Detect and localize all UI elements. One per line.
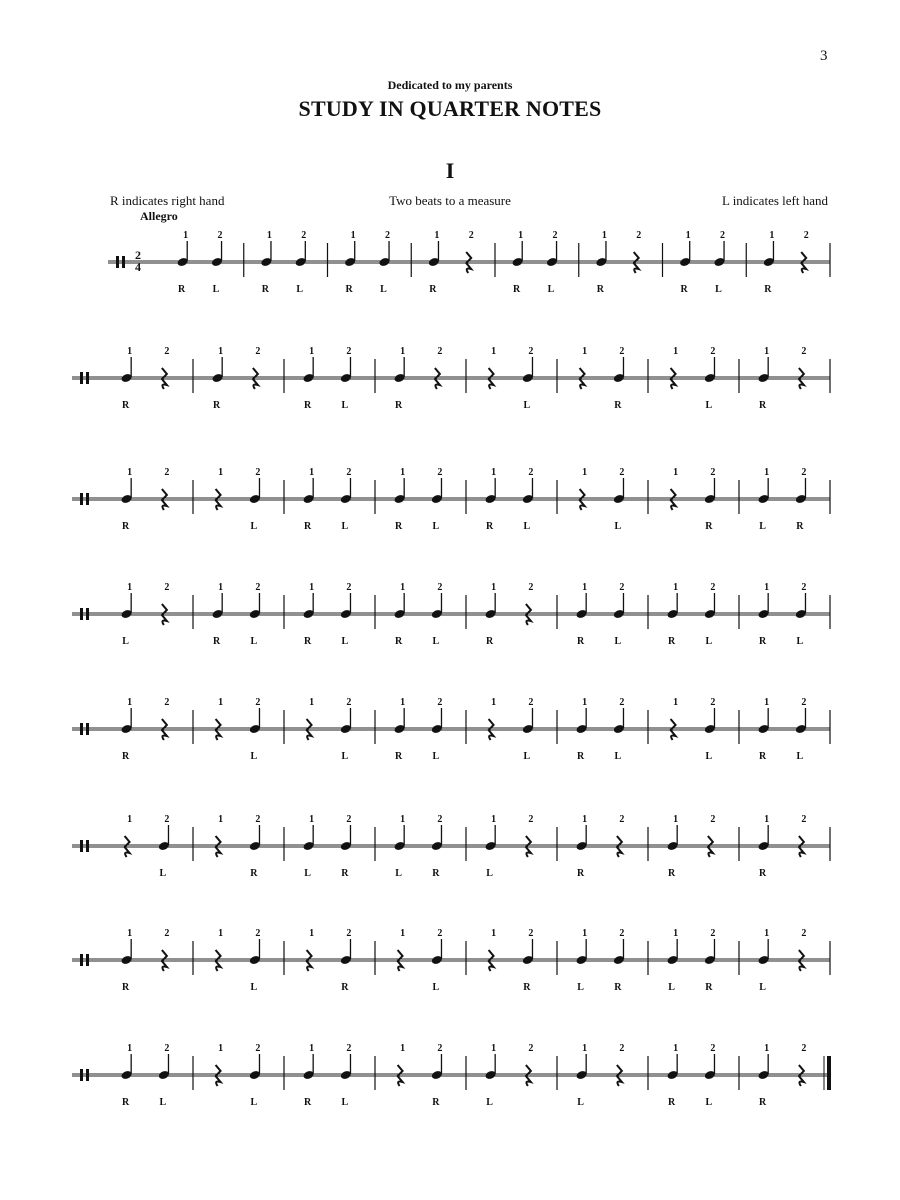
sticking-letter: R <box>121 1097 130 1108</box>
staff-system <box>72 928 830 993</box>
beat-number: 1 <box>127 928 133 939</box>
sticking-letter: L <box>432 521 440 532</box>
beat-number: 2 <box>255 814 261 825</box>
beat-number: 1 <box>309 928 315 939</box>
beat-number: 1 <box>400 697 406 708</box>
beat-number: 1 <box>764 928 770 939</box>
sticking-letter: L <box>341 1097 349 1108</box>
percussion-clef-bar <box>86 723 89 735</box>
sticking-letter: R <box>596 284 604 295</box>
beat-number: 2 <box>468 230 474 241</box>
beat-number: 1 <box>218 467 224 478</box>
sticking-letter: R <box>394 521 403 532</box>
beat-number: 2 <box>528 928 534 939</box>
sticking-letter: L <box>577 1097 584 1108</box>
beat-number: 2 <box>346 582 352 593</box>
beat-number: 1 <box>400 1043 406 1054</box>
sticking-letter: R <box>341 982 349 993</box>
beat-number: 2 <box>164 928 170 939</box>
sticking-letter: R <box>394 751 403 762</box>
final-barline-thick <box>827 1056 831 1090</box>
staff-system <box>72 582 830 647</box>
beat-number: 1 <box>350 230 356 241</box>
beat-number: 1 <box>218 697 224 708</box>
beat-number: 2 <box>255 697 261 708</box>
sticking-letter: L <box>486 1097 493 1108</box>
sticking-letter: L <box>705 400 713 411</box>
beat-number: 2 <box>164 814 170 825</box>
sticking-letter: R <box>432 1097 440 1108</box>
sticking-letter: L <box>523 751 531 762</box>
sticking-letter: R <box>576 751 585 762</box>
sticking-letter: R <box>345 284 353 295</box>
beat-number: 1 <box>218 1043 224 1054</box>
beat-number: 1 <box>183 230 189 241</box>
beat-number: 1 <box>127 346 133 357</box>
beat-number: 1 <box>582 814 588 825</box>
sticking-letter: R <box>394 636 403 647</box>
sticking-letter: L <box>486 868 493 879</box>
sticking-letter: R <box>303 1097 312 1108</box>
sticking-letter: L <box>523 400 531 411</box>
beat-number: 1 <box>218 346 224 357</box>
staff-system <box>72 814 830 879</box>
beat-number: 2 <box>528 1043 534 1054</box>
beat-number: 2 <box>710 467 716 478</box>
beat-number: 2 <box>301 230 307 241</box>
sticking-letter: L <box>432 636 440 647</box>
percussion-clef-bar <box>86 372 89 384</box>
sticking-letter: R <box>758 636 767 647</box>
beat-number: 1 <box>764 697 770 708</box>
sticking-letter: L <box>523 521 531 532</box>
beat-number: 1 <box>673 928 679 939</box>
beat-number: 1 <box>673 467 679 478</box>
beat-number: 1 <box>400 346 406 357</box>
percussion-clef-bar <box>80 608 83 620</box>
right-hand-legend: R indicates right hand <box>110 193 225 208</box>
beat-number: 1 <box>769 230 775 241</box>
staff-system <box>72 1043 831 1108</box>
beat-number: 1 <box>673 582 679 593</box>
beat-number: 1 <box>309 1043 315 1054</box>
sticking-letter: R <box>303 521 312 532</box>
beat-number: 1 <box>764 346 770 357</box>
sticking-letter: R <box>614 400 622 411</box>
beat-number: 1 <box>127 697 133 708</box>
beat-number: 2 <box>437 697 443 708</box>
sticking-letter: R <box>121 982 130 993</box>
beat-number: 2 <box>346 467 352 478</box>
dedication: Dedicated to my parents <box>387 78 513 92</box>
sticking-letter: R <box>341 868 349 879</box>
beat-number: 2 <box>384 230 390 241</box>
sticking-letter: R <box>667 1097 676 1108</box>
page-number: 3 <box>820 48 828 64</box>
percussion-clef-bar <box>86 608 89 620</box>
sticking-letter: L <box>547 284 555 295</box>
percussion-clef-bar <box>80 493 83 505</box>
sticking-letter: R <box>758 868 767 879</box>
beat-number: 2 <box>710 814 716 825</box>
staff-system <box>72 346 830 411</box>
tempo-marking: Allegro <box>140 209 178 223</box>
beat-number: 2 <box>619 1043 625 1054</box>
beat-number: 2 <box>437 582 443 593</box>
beat-number: 1 <box>764 582 770 593</box>
staff-system <box>72 467 830 532</box>
beat-number: 2 <box>437 814 443 825</box>
beat-number: 1 <box>266 230 272 241</box>
beat-number: 2 <box>710 928 716 939</box>
sticking-letter: L <box>296 284 304 295</box>
beat-number: 1 <box>309 582 315 593</box>
sticking-letter: R <box>303 636 312 647</box>
beat-number: 2 <box>164 467 170 478</box>
sticking-letter: R <box>758 1097 767 1108</box>
beat-number: 2 <box>710 346 716 357</box>
sticking-letter: L <box>250 982 258 993</box>
percussion-clef-bar <box>80 1069 83 1081</box>
section-numeral: I <box>445 158 455 183</box>
beat-number: 2 <box>255 928 261 939</box>
sticking-letter: R <box>303 400 312 411</box>
beat-number: 2 <box>255 467 261 478</box>
sticking-letter: L <box>432 751 440 762</box>
left-hand-legend: L indicates left hand <box>721 193 828 208</box>
page-title: STUDY IN QUARTER NOTES <box>298 96 602 121</box>
beat-number: 1 <box>673 697 679 708</box>
sticking-letter: L <box>759 982 766 993</box>
beat-number: 2 <box>217 230 223 241</box>
beat-number: 2 <box>437 467 443 478</box>
percussion-clef-bar <box>86 1069 89 1081</box>
beat-number: 1 <box>673 1043 679 1054</box>
percussion-clef-bar <box>86 954 89 966</box>
beat-number: 1 <box>309 346 315 357</box>
beat-number: 1 <box>218 814 224 825</box>
beat-number: 2 <box>801 928 807 939</box>
beat-number: 2 <box>255 346 261 357</box>
sticking-letter: L <box>341 636 349 647</box>
sticking-letter: R <box>512 284 521 295</box>
beat-number: 2 <box>710 1043 716 1054</box>
sticking-letter: L <box>341 521 349 532</box>
sticking-letter: L <box>668 982 675 993</box>
sticking-letter: L <box>250 1097 258 1108</box>
beat-number: 1 <box>764 814 770 825</box>
sticking-letter: L <box>122 636 129 647</box>
sticking-letter: R <box>667 868 676 879</box>
beat-number: 1 <box>582 582 588 593</box>
beat-number: 2 <box>619 814 625 825</box>
sticking-letter: R <box>705 521 713 532</box>
beat-number: 1 <box>491 582 497 593</box>
sticking-letter: R <box>177 284 186 295</box>
beat-number: 1 <box>400 467 406 478</box>
sticking-letter: R <box>121 751 130 762</box>
sticking-letter: L <box>212 284 220 295</box>
sticking-letter: L <box>705 751 713 762</box>
beat-number: 2 <box>528 582 534 593</box>
beat-number: 1 <box>400 814 406 825</box>
sticking-letter: R <box>758 751 767 762</box>
sticking-letter: L <box>705 636 713 647</box>
beat-number: 2 <box>437 1043 443 1054</box>
beat-number: 1 <box>218 928 224 939</box>
beat-number: 2 <box>801 814 807 825</box>
beat-number: 1 <box>582 1043 588 1054</box>
beat-number: 2 <box>710 582 716 593</box>
sticking-letter: L <box>380 284 387 295</box>
beat-number: 2 <box>437 928 443 939</box>
beat-number: 1 <box>309 814 315 825</box>
beat-number: 1 <box>400 582 406 593</box>
beat-number: 1 <box>491 928 497 939</box>
sticking-letter: R <box>429 284 437 295</box>
staff-system <box>108 230 830 295</box>
sticking-letter: R <box>680 284 688 295</box>
beat-number: 2 <box>164 1043 170 1054</box>
beat-number: 1 <box>685 230 691 241</box>
beat-number: 1 <box>601 230 607 241</box>
sticking-letter: L <box>432 982 440 993</box>
beat-number: 2 <box>346 346 352 357</box>
sticking-letter: R <box>121 400 130 411</box>
sticking-letter: R <box>614 982 622 993</box>
sticking-letter: R <box>667 636 676 647</box>
beat-number: 2 <box>619 582 625 593</box>
beat-number: 1 <box>582 346 588 357</box>
beat-number: 2 <box>255 582 261 593</box>
beat-number: 2 <box>528 697 534 708</box>
sticking-letter: R <box>394 400 403 411</box>
beat-number: 1 <box>127 467 133 478</box>
beat-number: 2 <box>619 697 625 708</box>
percussion-clef-bar <box>86 840 89 852</box>
beat-number: 1 <box>518 230 524 241</box>
sticking-letter: L <box>304 868 311 879</box>
sticking-letter: R <box>212 636 221 647</box>
sticking-letter: L <box>796 751 804 762</box>
beat-number: 2 <box>346 697 352 708</box>
beat-number: 2 <box>528 467 534 478</box>
sticking-letter: L <box>614 751 622 762</box>
sticking-letter: L <box>614 636 622 647</box>
sticking-letter: L <box>395 868 402 879</box>
beat-number: 1 <box>434 230 440 241</box>
time-signature-bottom: 4 <box>135 260 141 274</box>
beat-number: 1 <box>673 814 679 825</box>
sticking-letter: L <box>796 636 804 647</box>
sticking-letter: R <box>261 284 269 295</box>
sticking-letter: R <box>523 982 531 993</box>
sticking-letter: R <box>576 636 585 647</box>
sticking-letter: R <box>758 400 767 411</box>
beat-number: 2 <box>437 346 443 357</box>
beat-number: 2 <box>164 582 170 593</box>
beat-number: 2 <box>619 346 625 357</box>
sticking-letter: R <box>212 400 221 411</box>
beat-number: 2 <box>636 230 642 241</box>
beat-number: 2 <box>164 346 170 357</box>
beat-number: 1 <box>400 928 406 939</box>
beat-number: 2 <box>719 230 725 241</box>
beat-number: 1 <box>491 814 497 825</box>
sticking-letter: R <box>432 868 440 879</box>
sticking-letter: R <box>796 521 804 532</box>
beat-number: 2 <box>801 697 807 708</box>
beat-number: 1 <box>764 467 770 478</box>
sticking-letter: R <box>764 284 772 295</box>
beat-number: 1 <box>582 697 588 708</box>
sticking-letter: L <box>250 751 258 762</box>
beat-number: 1 <box>491 697 497 708</box>
sticking-letter: R <box>250 868 258 879</box>
time-signature-top: 2 <box>135 248 141 262</box>
beat-number: 2 <box>528 346 534 357</box>
percussion-clef-bar <box>80 840 83 852</box>
sticking-letter: R <box>485 636 494 647</box>
beat-number: 1 <box>673 346 679 357</box>
percussion-clef-bar <box>80 372 83 384</box>
beat-number: 1 <box>127 814 133 825</box>
beat-number: 2 <box>801 582 807 593</box>
beat-number: 1 <box>127 582 133 593</box>
beat-number: 2 <box>803 230 809 241</box>
beat-number: 2 <box>346 1043 352 1054</box>
beat-number: 2 <box>255 1043 261 1054</box>
beat-number: 1 <box>491 467 497 478</box>
sticking-letter: L <box>341 400 349 411</box>
beat-number: 1 <box>218 582 224 593</box>
sticking-letter: L <box>715 284 722 295</box>
beat-number: 2 <box>346 814 352 825</box>
beat-number: 1 <box>764 1043 770 1054</box>
percussion-clef-bar <box>80 954 83 966</box>
percussion-clef-bar <box>80 723 83 735</box>
sticking-letter: L <box>159 1097 167 1108</box>
beat-number: 1 <box>582 467 588 478</box>
beat-number: 2 <box>346 928 352 939</box>
beat-number: 2 <box>619 928 625 939</box>
sticking-letter: R <box>705 982 713 993</box>
beat-number: 1 <box>309 467 315 478</box>
sticking-letter: R <box>121 521 130 532</box>
sticking-letter: L <box>341 751 349 762</box>
beat-number: 2 <box>552 230 558 241</box>
beat-number: 1 <box>309 697 315 708</box>
beat-number: 1 <box>491 346 497 357</box>
beat-number: 2 <box>710 697 716 708</box>
percussion-clef-bar <box>122 256 125 268</box>
beat-number: 2 <box>801 467 807 478</box>
beat-number: 1 <box>127 1043 133 1054</box>
beat-number: 1 <box>491 1043 497 1054</box>
percussion-clef-bar <box>86 493 89 505</box>
sticking-letter: L <box>759 521 766 532</box>
percussion-clef-bar <box>116 256 119 268</box>
sticking-letter: L <box>705 1097 713 1108</box>
sticking-letter: L <box>250 636 258 647</box>
beat-number: 1 <box>582 928 588 939</box>
beat-number: 2 <box>619 467 625 478</box>
beat-number: 2 <box>164 697 170 708</box>
beat-number: 2 <box>528 814 534 825</box>
sticking-letter: L <box>250 521 258 532</box>
beat-number: 2 <box>801 346 807 357</box>
sticking-letter: R <box>576 868 585 879</box>
meter-legend: Two beats to a measure <box>389 193 511 208</box>
sticking-letter: L <box>614 521 622 532</box>
beat-number: 2 <box>801 1043 807 1054</box>
sticking-letter: R <box>485 521 494 532</box>
staff-system <box>72 697 830 762</box>
sticking-letter: L <box>577 982 584 993</box>
sticking-letter: L <box>159 868 167 879</box>
